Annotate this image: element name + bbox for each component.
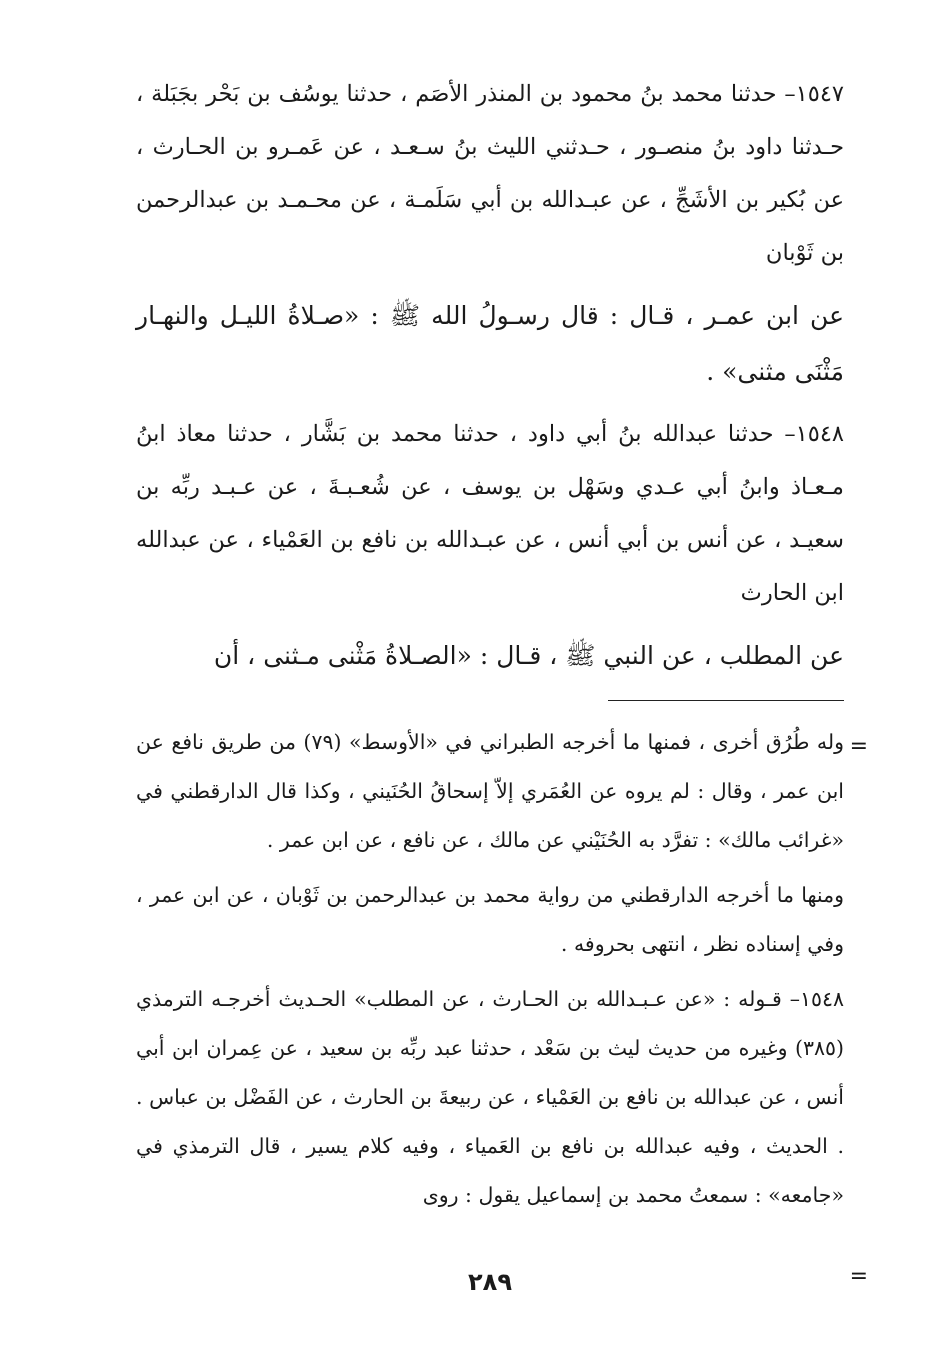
hadith-1547-isnad: ١٥٤٧– حدثنا محمد بنُ محمود بن المنذر الأصَم ، حدثنا يوسُف بن بَحْر بجَبَلة ، حـدثنا داود بنُ منصـور ، حـدثني الليث بنُ سـعـد ، عن عَمـرو بن الحـارث ، عن بُكير بن الأشَجِّ ، عن عبـدالله بن أبي سَلَمـة ، عن محـمـد بن عبدالرحمن بن ثَوْبان [136,81,844,266]
hadith-1547-matn: عن ابن عمـر ، قـال : قال رسـولُ الله ﷺ : «صـلاةُ الليـل والنهـار مَثْنَى مثنى» . [136,301,844,386]
footnote-paragraph-1: وله طُرُق أخرى ، فمنها ما أخرجه الطبراني في «الأوسط» (٧٩) من طريق نافع عن ابن عمر ، وقال : لم يروه عن العُمَري إلاّ إسحاقُ الحُنَيني ، وكذا قال الدارقطني في «غرائب مالك» : تفرَّد به الحُنَيْني عن مالك ، عن نافع ، عن ابن عمر . [136,730,844,852]
footnote-paragraph-2: ومنها ما أخرجه الدارقطني من رواية محمد بن عبدالرحمن بن ثَوْبان ، عن ابن عمر ، وفي إسناده نظر ، انتهى بحروفه . [136,883,844,956]
main-text [136,68,844,684]
page-number: ٢٨٩ [468,1268,512,1296]
continuation-mark-bottom: = [849,1264,868,1289]
hadith-1548-matn: عن المطلب ، عن النبي ﷺ ، قـال : «الصـلاةُ مَثْنى مـثنى ، أن [213,641,844,670]
continuation-mark-top: = [849,734,868,759]
document-page [136,68,868,1338]
hadith-1548-isnad: ١٥٤٨– حدثنا عبدالله بنُ أبي داود ، حدثنا محمد بن بَشَّار ، حدثنا معاذ ابنُ مـعـاذ وابنُ أبي عـدي وسَهْل بن يوسف ، عن شُعـبـةَ ، عن عـبـد ربِّه بن سعيـد ، عن أنس بن أبي أنس ، عن عبـدالله بن نافع بن العَمْياء ، عن عبدالله ابن الحارث [136,421,844,606]
footnote-separator [608,700,844,701]
footnote-paragraph-3: ١٥٤٨– قـوله : «عن عـبـدالله بن الحـارث ، عن المطلب» الحـديث أخرجـه الترمذي (٣٨٥) وغيره من حديث ليث بن سَعْد ، حدثنا عبد ربِّه بن سعيد ، عن عِمران ابن أبي أنس ، عن عبدالله بن نافع بن العَمْياء ، عن ربيعةَ بن الحارث ، عن الفَضْل بن عباس . . الحديث ، وفيه عبدالله بن نافع بن العَمياء ، وفيه كلام يسير ، قال الترمذي في «جامعه» : سمعتُ محمد بن إسماعيل يقول : روى [136,987,844,1207]
